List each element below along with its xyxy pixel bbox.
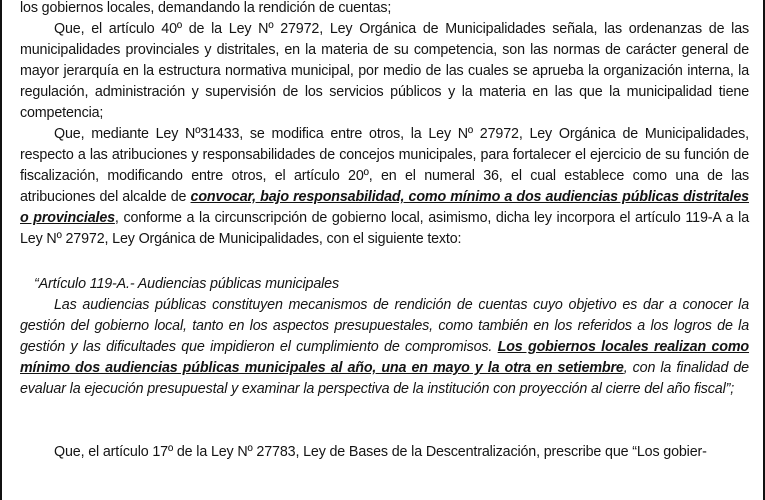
paragraph-text: Que, el artículo 40º de la Ley Nº 27972, Ley Orgánica de Municipalidades señala, las ordenanzas de las municipalidades provinciales y distritales, en la materia de su competencia, son las normas de carácter general de mayor jerarquía en la estructura normativa municipal, por medio de las cuales se aprueba la organización interna, la regulación, administración y supervisión de los servicios públicos y la materia en las que la municipalidad tiene competencia; — [20, 21, 749, 121]
paragraph-text: , conforme a la circunscripción de gobierno local, asimismo, dicha ley incorpora el artículo 119-A a la Ley Nº 27972, Ley Orgánica de Municipalidades, con el siguiente texto: — [20, 210, 749, 247]
emphasized-text: convocar, bajo responsabilidad, como mínimo a dos audiencias públicas distritales o provinciales — [20, 189, 749, 226]
paragraph-ley-31433 — [20, 124, 749, 250]
document-body — [20, 0, 749, 463]
quote-text: Las audiencias públicas constituyen mecanismos de rendición de cuentas cuyo objetivo es dar a conocer la gestión del gobierno local, tanto en los aspectos presupuestales, como también en los referidos a los logros de la gestión y las dificultades que impidieron el cumplimiento de compromisos. — [20, 297, 749, 355]
quote-text: , con la finalidad de evaluar la ejecución presupuestal y examinar la perspectiva de la institución con proyección al cierre del año fiscal”; — [20, 360, 749, 397]
quote-body — [20, 295, 749, 400]
paragraph-text: Que, mediante Ley Nº31433, se modifica entre otros, la Ley Nº 27972, Ley Orgánica de Municipalidades, respecto a las atribuciones y responsabilidades de concejos municipales, para fortalecer el ejercicio de su función de fiscalización, modificando entre otros, el artículo 20º, en el numeral 36, el cual establece como una de las atribuciones del alcalde de — [20, 126, 749, 205]
paragraph-ley-27783 — [20, 442, 749, 463]
paragraph-text: los gobiernos locales, demandando la rendición de cuentas; — [20, 0, 392, 16]
quote-heading — [20, 274, 749, 295]
quote-title: “Artículo 119-A.- Audiencias públicas municipales — [34, 276, 339, 292]
paragraph-article-40 — [20, 19, 749, 124]
emphasized-text: Los gobiernos locales realizan como mínimo dos audiencias públicas municipales al año, una en mayo y la otra en setiembre — [20, 339, 750, 376]
paragraph-text: Que, el artículo 17º de la Ley Nº 27783, Ley de Bases de la Descentralización, prescribe que “Los gobier- — [54, 444, 707, 460]
paragraph-continuation — [20, 0, 749, 19]
